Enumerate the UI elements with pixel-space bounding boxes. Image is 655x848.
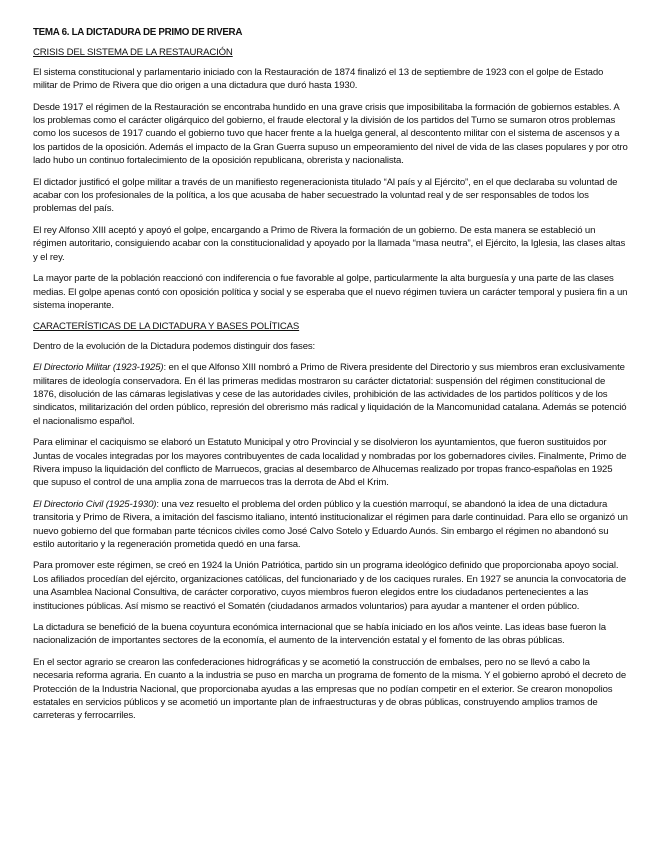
paragraph: Para promover este régimen, se creó en 1924 la Unión Patriótica, partido sin un programa ideológico definido que proporcionaba apoyo social. Los afiliados procedían del ejército, organizaciones católicas, del funcionariado y de los caciques rurales. En 1927 se anuncia la convocatoria de una Asamblea Nacional Consultiva, de carácter corporativo, cuyos miembros fueron elegidos entre los ciudadanos pertenecientes a las instituciones públicas. Así mismo se reactivó el Somatén (ciudadanos armados voluntarios) para ayudar a mantener el orden público. [33,560,627,612]
page-title: TEMA 6. LA DICTADURA DE PRIMO DE RIVERA [33,27,243,38]
paragraph: Desde 1917 el régimen de la Restauración se encontraba hundido en una grave crisis que imposibilitaba la formación de gobiernos estables. A los problemas como el carácter oligárquico del gobierno, el fraude electoral y la división de los partidos del Turno se sumaron otros problemas como los sucesos de 1917 cuando el gobierno tuvo que hacer frente a la huelga general, al descontento militar con el sistema de ascensos y a los partidos de la oposición. Además el impacto de la Gran Guerra supuso un empeoramiento del nivel de vida de las clases populares y por otro lado hubo un continuo fortalecimiento de la oposición republicana, obrerista y nacionalista. [33,101,628,167]
section-heading-crisis: CRISIS DEL SISTEMA DE LA RESTAURACIÓN [33,47,233,59]
paragraph: Para eliminar el caciquismo se elaboró un Estatuto Municipal y otro Provincial y se disolvieron los ayuntamientos, que fueron sustituidos por Juntas de vocales integradas por los mayores contribuyentes de cada localidad y nombradas por los gobernadores civiles. Finalmente, Primo de Rivera impuso la liquidación del conflicto de Marruecos, gracias al desembarco de Alhucemas realizado por tropas franco-españolas en 1925 que supuso el control de una amplia zona de marruecos tras la derrota de Abd el Krim. [33,437,627,489]
paragraph: El sistema constitucional y parlamentario iniciado con la Restauración de 1874 finalizó el 13 de septiembre de 1923 con el golpe de Estado militar de Primo de Rivera que dio origen a una dictadura que duró hasta 1930. [33,66,604,92]
paragraph-directorio-civil [33,498,629,552]
paragraph: En el sector agrario se crearon las confederaciones hidrográficas y se acometió la construcción de embalses, pero no se llevó a cabo la necesaria reforma agraria. En cuanto a la industria se puso en marcha un programa de fomento de la misma. Y el gobierno aprobó el decreto de Protección de la Industria Nacional, que proporcionaba ayudas a las empresas que no podían competir en el exterior. Se crearon monopolios estatales en servicios públicos y se acometió un importante plan de infraestructuras y de obras públicas, construyendo amplios tramos de carreteras y ferrocarriles. [33,656,627,722]
paragraph: Dentro de la evolución de la Dictadura podemos distinguir dos fases: [33,340,316,352]
paragraph: El rey Alfonso XIII aceptó y apoyó el golpe, encargando a Primo de Rivera la formación de un gobierno. De esta manera se estableció un régimen autoritario, consiguiendo acabar con la constitucionalidad y apoyado por la llamada “masa neutra”, el Ejército, la Iglesia, las clases altas y el rey. [33,224,626,263]
section-heading-caracteristicas: CARACTERÍSTICAS DE LA DICTADURA Y BASES POLÍTICAS [33,321,300,333]
paragraph: La mayor parte de la población reaccionó con indiferencia o fue favorable al golpe, particularmente la alta burguesía y una parte de las clases medias. El golpe apenas contó con oposición política y social y se esperaba que el nuevo régimen tuviera un carácter temporal y pusiera fin a un sistema inoperante. [33,273,628,311]
phase-label-directorio-civil: El Directorio Civil (1925-1930) [33,498,157,510]
paragraph: El dictador justificó el golpe militar a través de un manifiesto regeneracionista titulado “Al país y al Ejército”, en el que declaraba su voluntad de acabar con los profesionales de la política, a los que acusaba de haber secuestrado la voluntad real y de ser responsables de todos los problemas del país. [33,176,618,215]
paragraph-body: : en el que Alfonso XIII nombró a Primo de Rivera presidente del Directorio y sus miembros eran exclusivamente militares de ideología conservadora. En él las primeras medidas mostraron su carácter dictatorial: suspensión del régimen constitucional de 1876, disolución de las cámaras legislativas y cese de las autoridades civiles, prohibición de las actividades de los partidos políticos y de los sindicatos, militarización del orden público, represión del obrerismo más radical y liquidación de la Mancomunidad catalana. Además se potenció el nacionalismo español. [33,362,627,427]
phase-label-directorio-militar: El Directorio Militar (1923-1925) [33,362,164,374]
paragraph: La dictadura se benefició de la buena coyuntura económica internacional que se había iniciado en los años veinte. Las ideas base fueron la nacionalización de importantes sectores de la economía, el aumento de la intervención estatal y el fomento de las obras públicas. [33,622,606,647]
paragraph-body: : una vez resuelto el problema del orden público y la cuestión marroquí, se abandonó la idea de una dictadura transitoria y Primo de Rivera, a imitación del fascismo italiano, intentó institucionalizar el régimen para darle continuidad. Para ello se organizó un nuevo gobierno del que formaban parte técnicos civiles como José Calvo Sotelo y Eduardo Aunós. Sin embargo el régimen no abandonó su estilo autoritario y la regeneración prometida quedó en una farsa. [33,498,628,550]
paragraph-directorio-militar [33,361,629,428]
